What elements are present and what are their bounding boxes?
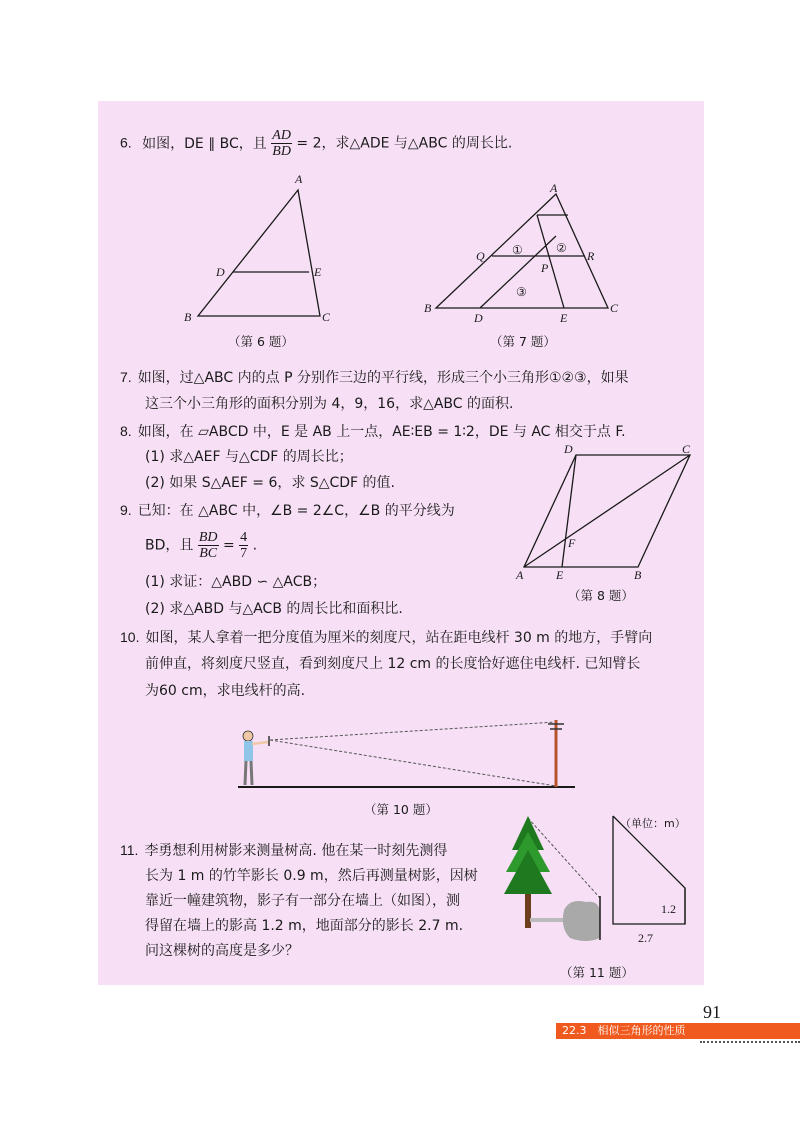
question-6: 6. 如图，DE ∥ BC，且 $\frac{AD}{BD}$ = 2，求△ADE 与△ABC 的周长比.	[120, 128, 513, 159]
question-9-sub-2: (2) 求△ABD 与△ACB 的周长比和面积比.	[145, 601, 403, 617]
question-9-sub-1: (1) 求证：△ABD ∽ △ACB；	[145, 574, 327, 590]
label-p: P	[541, 261, 549, 275]
label-q: Q	[476, 249, 485, 263]
question-11-line-2: 长为 1 m 的竹竿影长 0.9 m，然后再测量树影，因树	[145, 868, 478, 884]
diagonal-ac	[524, 455, 690, 567]
tree-icon	[504, 816, 552, 928]
label-e: E	[314, 265, 322, 279]
figure-10-caption: （第 10 题）	[364, 802, 438, 817]
question-11-line-4: 得留在墙上的影高 1.2 m，地面部分的影长 2.7 m.	[145, 918, 464, 934]
question-7-line-2: 这三个小三角形的面积分别为 4，9，16，求△ABC 的面积.	[145, 396, 514, 412]
label-a: A	[295, 172, 303, 186]
triangle-abc	[198, 190, 320, 316]
utility-pole	[548, 720, 564, 787]
question-7-line-1: 7. 如图，过△ABC 内的点 P 分别作三边的平行线，形成三个小三角形①②③，如果	[120, 369, 629, 386]
label-r: R	[587, 249, 595, 263]
figure-8	[512, 443, 700, 583]
question-10-line-2: 前伸直，将刻度尺竖直，看到刻度尺上 12 cm 的长度恰好遮住电线杆. 已知臂长	[145, 656, 641, 672]
figure-6	[180, 170, 340, 330]
wall-height-label: 1.2	[661, 902, 676, 916]
figure-7-caption: （第 7 题）	[490, 334, 556, 349]
question-8-sub-1: (1) 求△AEF 与△CDF 的周长比；	[145, 449, 353, 465]
question-11-line-5: 问这棵树的高度是多少？	[145, 943, 299, 959]
question-9-line-2: BD，且 $\frac{BD}{BC}$ = $\frac{4}{7}$ .	[145, 530, 258, 561]
sight-line-top	[270, 722, 556, 740]
label-c: C	[322, 310, 331, 324]
page-number: 91	[703, 1002, 721, 1022]
question-11-line-1: 11. 李勇想利用树影来测量树高. 他在某一时刻先测得	[120, 842, 448, 859]
label-d: D	[474, 311, 483, 325]
label-b: B	[424, 301, 432, 315]
question-10-line-1: 10. 如图，某人拿着一把分度值为厘米的刻度尺，站在距电线杆 30 m 的地方，手臂向	[120, 629, 653, 646]
region-2: ②	[556, 241, 567, 255]
ground-length-label: 2.7	[638, 931, 653, 945]
figure-11-tree	[500, 810, 610, 960]
building-shadow	[563, 901, 600, 941]
region-1: ①	[512, 243, 523, 257]
label-c: C	[610, 301, 619, 315]
unit-label: （单位：m）	[620, 817, 686, 830]
figure-8-caption: （第 8 题）	[568, 588, 634, 603]
label-e: E	[556, 568, 564, 582]
figure-6-caption: （第 6 题）	[228, 334, 294, 349]
label-a: A	[516, 568, 524, 582]
region-3: ③	[516, 285, 527, 299]
label-e: E	[560, 311, 568, 325]
q9-fraction: $\frac{BD}{BC}$	[198, 530, 218, 561]
question-8-line-1: 8. 如图，在 ▱ABCD 中，E 是 AB 上一点，AE∶EB = 1∶2，DE 与 AC 相交于点 F.	[120, 423, 626, 440]
figure-10	[230, 712, 580, 794]
question-9-line-1: 9. 已知：在 △ABC 中，∠B = 2∠C，∠B 的平分线为	[120, 502, 455, 519]
label-f: F	[568, 536, 576, 550]
section-title: 22.3 相似三角形的性质	[562, 1024, 686, 1037]
dotted-rule	[700, 1041, 800, 1043]
sight-line-bottom	[270, 740, 556, 786]
figure-11-caption: （第 11 题）	[560, 965, 634, 980]
q9-value-fraction: $\frac{4}{7}$	[240, 530, 248, 561]
question-10-line-3: 为60 cm，求电线杆的高.	[145, 683, 306, 699]
question-8-sub-2: (2) 如果 S△AEF = 6，求 S△CDF 的值.	[145, 475, 396, 491]
label-b: B	[634, 568, 642, 582]
segment-de	[562, 455, 576, 567]
figure-7	[420, 180, 630, 325]
question-11-line-3: 靠近一幢建筑物，影子有一部分在墙上（如图），测	[145, 893, 460, 909]
q6-fraction: $\frac{AD}{BD}$	[272, 128, 291, 159]
label-a: A	[550, 181, 558, 195]
label-b: B	[184, 310, 192, 324]
person-figure	[243, 731, 269, 785]
label-d: D	[564, 443, 573, 456]
label-c: C	[682, 443, 691, 456]
label-d: D	[216, 265, 225, 279]
